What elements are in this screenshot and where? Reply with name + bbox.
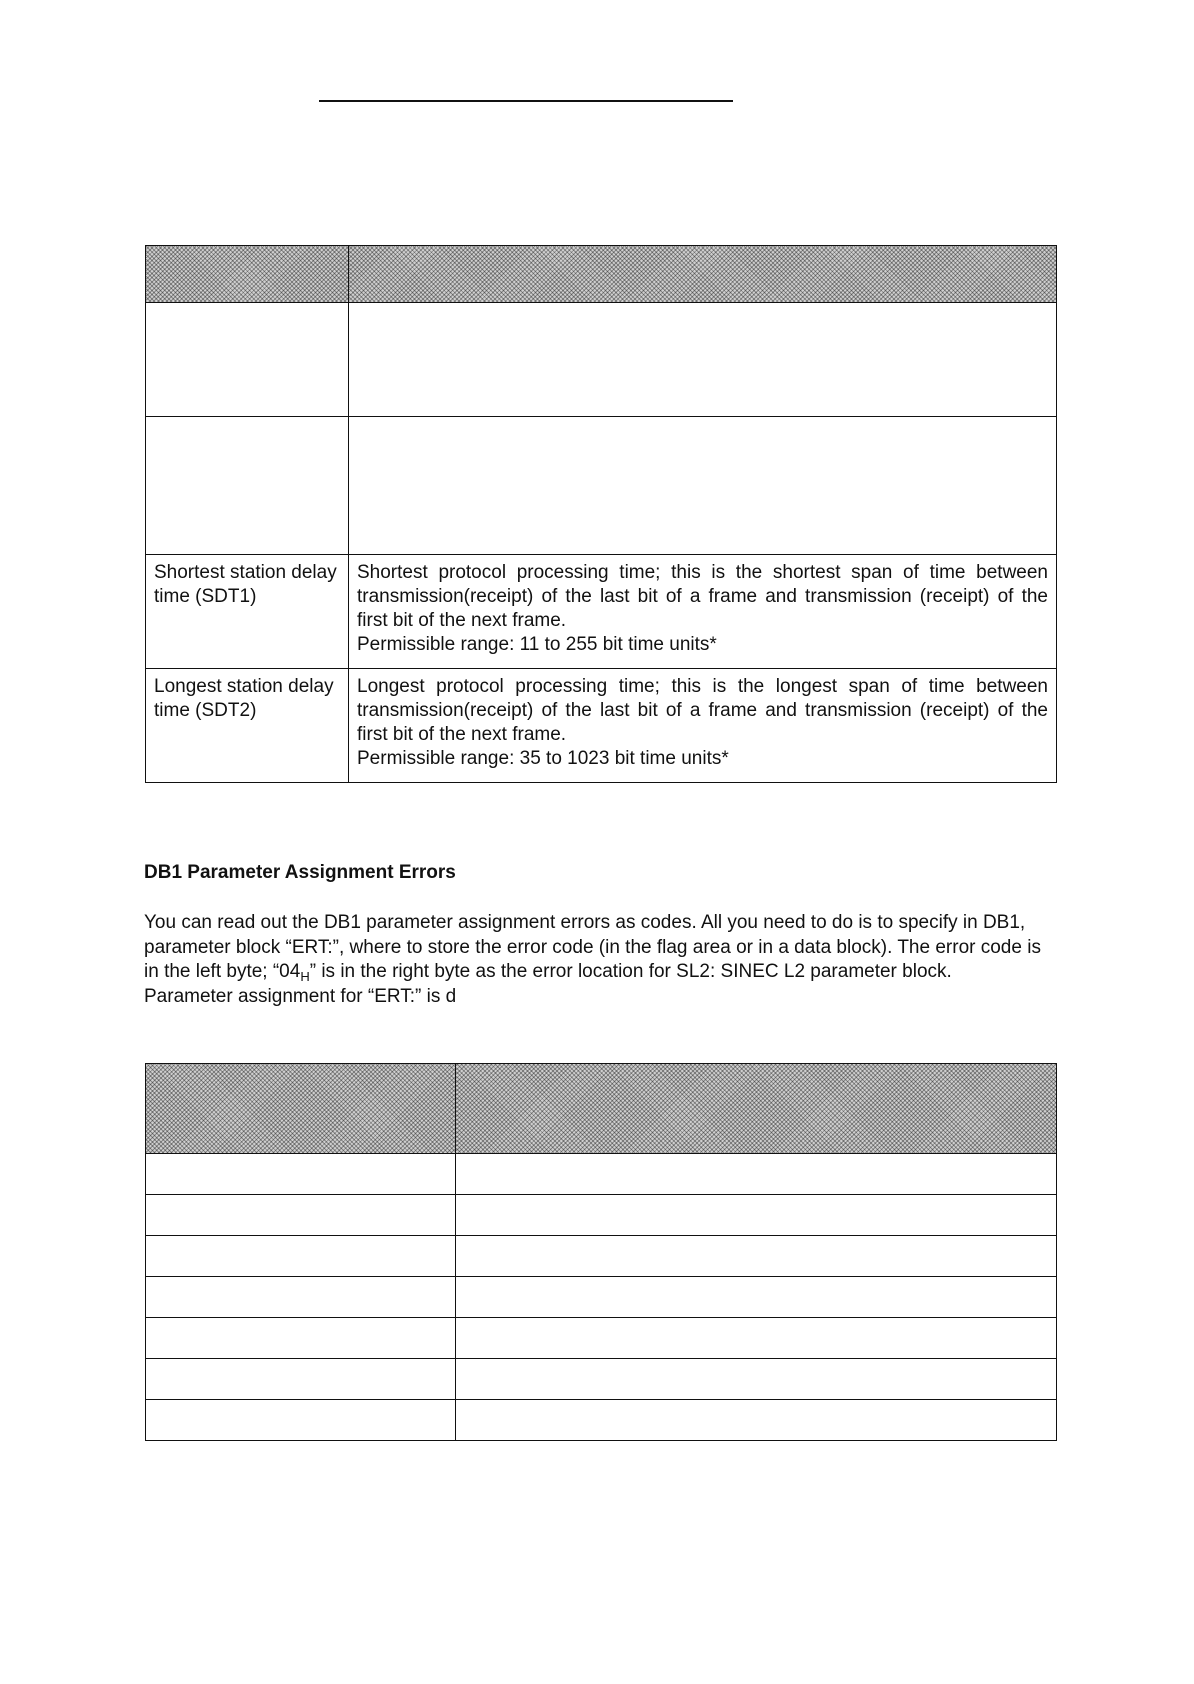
header-cell-meaning — [456, 1064, 1057, 1154]
table-row — [146, 1236, 1057, 1277]
table-row — [146, 555, 1057, 669]
description-text: Longest protocol processing time; this is the longest span of time between transmission(receipt) of the last bit of a frame and transmission (receipt) of the first bit of the next frame. — [357, 676, 1048, 745]
top-rule — [319, 100, 733, 102]
table-row — [146, 1400, 1057, 1441]
code-cell — [146, 1318, 456, 1359]
paragraph-text-2: ” is in the right byte as the error location for SL2: SINEC L2 parameter block. Parameter assignment for “ERT:” is d — [144, 961, 952, 1007]
code-cell — [146, 1195, 456, 1236]
table-header-row — [146, 246, 1057, 303]
header-cell-description — [349, 246, 1057, 303]
hex-subscript: H — [300, 969, 310, 984]
meaning-cell — [456, 1195, 1057, 1236]
description-cell — [349, 555, 1057, 669]
code-cell — [146, 1359, 456, 1400]
meaning-cell — [456, 1154, 1057, 1195]
code-cell — [146, 1400, 456, 1441]
meaning-cell — [456, 1400, 1057, 1441]
header-cell-term — [146, 246, 349, 303]
term-cell: Shortest station delay time (SDT1) — [146, 555, 349, 669]
code-cell — [146, 1277, 456, 1318]
description-cell — [349, 303, 1057, 417]
code-cell — [146, 1154, 456, 1195]
paragraph-text-1: You can read out the DB1 parameter assignment errors as codes. All you need to do is to specify in DB1, parameter block “ERT:”, where to store the error code (in the flag area or in a data block). The error code is in the left byte; “04 — [144, 912, 1041, 982]
table-row — [146, 417, 1057, 555]
table-row — [146, 1195, 1057, 1236]
error-code-table — [145, 1063, 1057, 1441]
description-cell — [349, 417, 1057, 555]
description-cell — [349, 669, 1057, 783]
table-row — [146, 669, 1057, 783]
term-cell: Longest station delay time (SDT2) — [146, 669, 349, 783]
meaning-cell — [456, 1318, 1057, 1359]
description-text: Shortest protocol processing time; this is the shortest span of time between transmission(receipt) of the last bit of a frame and transmission (receipt) of the first bit of the next frame. — [357, 562, 1048, 631]
meaning-cell — [456, 1236, 1057, 1277]
permissible-range: Permissible range: 35 to 1023 bit time units* — [357, 748, 729, 769]
table-row — [146, 1318, 1057, 1359]
table-row — [146, 1154, 1057, 1195]
table-row — [146, 1359, 1057, 1400]
meaning-cell — [456, 1359, 1057, 1400]
section-paragraph — [144, 911, 1044, 1009]
term-cell — [146, 417, 349, 555]
code-cell — [146, 1236, 456, 1277]
permissible-range: Permissible range: 11 to 255 bit time units* — [357, 634, 717, 655]
table-header-row — [146, 1064, 1057, 1154]
meaning-cell — [456, 1277, 1057, 1318]
term-cell — [146, 303, 349, 417]
table-row — [146, 1277, 1057, 1318]
parameter-table — [145, 245, 1057, 783]
header-cell-code — [146, 1064, 456, 1154]
table-row — [146, 303, 1057, 417]
section-heading: DB1 Parameter Assignment Errors — [144, 862, 456, 883]
